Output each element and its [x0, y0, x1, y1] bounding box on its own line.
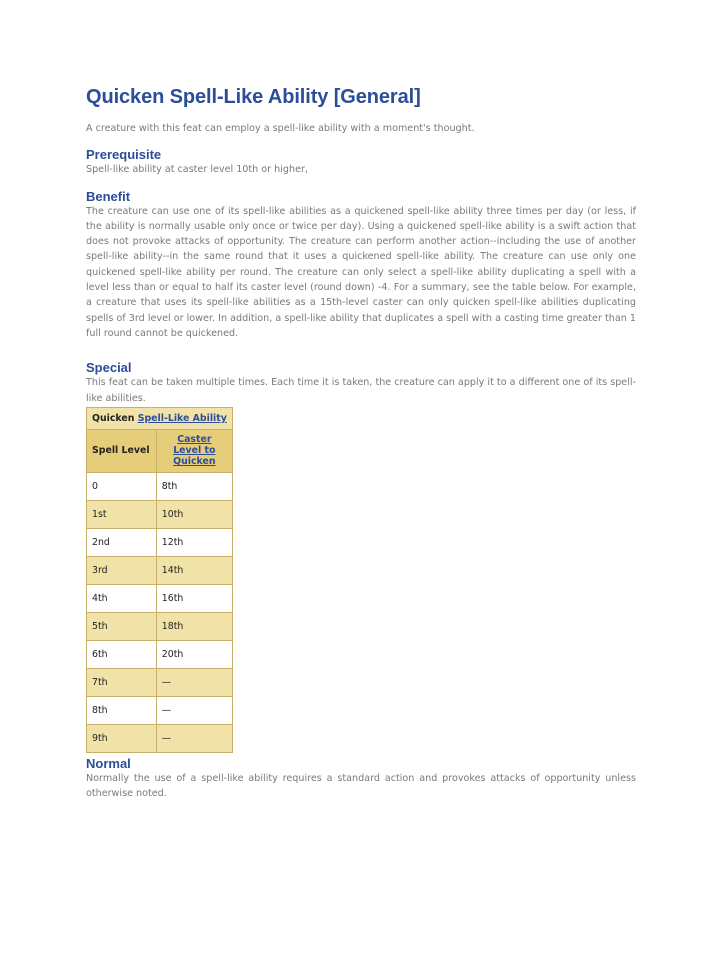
table-row	[87, 640, 233, 668]
table-row	[87, 584, 233, 612]
caster-level-cell: 20th	[156, 640, 232, 668]
table-row	[87, 528, 233, 556]
benefit-text: The creature can use one of its spell-like abilities as a quickened spell-like ability three times per day (or less, if the ability is normally usable only once or twice per day). Using a quickened spell-like ability is a swift action that does not provoke attacks of opportunity. The creature can perform another action--including the use of another spell-like ability--in the same round that it uses a quickened spell-like ability. The creature can use only one quickened spell-like ability per round. The creature can only select a spell-like ability duplicating a spell with a level less than or equal to half its caster level (round down) -4. For a summary, see the table below. For example, a creature that uses its spell-like abilities as a 15th-level caster can only quicken spell-like abilities duplicating spells of 3rd level or lower. In addition, a spell-like ability that duplicates a spell with a casting time greater than 1 full round cannot be quickened.	[86, 205, 636, 339]
table-row	[87, 724, 233, 752]
table-caption-prefix: Quicken	[92, 412, 135, 424]
intro-text: A creature with this feat can employ a spell-like ability with a moment's thought.	[86, 123, 475, 134]
prerequisite-text: Spell-like ability at caster level 10th or higher,	[86, 164, 308, 176]
spell-level-cell: 9th	[87, 724, 157, 752]
table-header-row	[87, 429, 233, 472]
normal-heading: Normal	[86, 755, 131, 771]
spell-level-cell: 6th	[87, 640, 157, 668]
caster-level-cell: 18th	[156, 612, 232, 640]
benefit-heading: Benefit	[86, 188, 131, 204]
spell-level-cell: 0	[87, 472, 157, 500]
table-row	[87, 500, 233, 528]
table-row	[87, 612, 233, 640]
header-spell-level: Spell Level	[87, 429, 157, 472]
spell-level-cell: 3rd	[87, 556, 157, 584]
caster-level-link[interactable]: Caster Level to Quicken	[173, 434, 216, 468]
table-row	[87, 556, 233, 584]
page-title: Quicken Spell-Like Ability [General]	[86, 86, 421, 108]
prerequisite-heading: Prerequisite	[86, 147, 162, 163]
table-row	[87, 668, 233, 696]
caster-level-cell: —	[156, 724, 232, 752]
table-row	[87, 696, 233, 724]
spell-like-ability-link[interactable]: Spell-Like Ability	[137, 412, 227, 424]
special-heading: Special	[86, 360, 132, 376]
caster-level-cell: —	[156, 696, 232, 724]
normal-text: Normally the use of a spell-like ability requires a standard action and provokes attacks of opportunity unless otherwise noted.	[86, 772, 636, 800]
caster-level-cell: 16th	[156, 584, 232, 612]
table-caption	[87, 407, 233, 429]
special-text: This feat can be taken multiple times. Each time it is taken, the creature can apply it to a different one of its spell-like abilities.	[86, 377, 636, 404]
spell-level-cell: 4th	[87, 584, 157, 612]
header-caster-level	[156, 429, 232, 472]
spell-level-cell: 5th	[87, 612, 157, 640]
caster-level-cell: 12th	[156, 528, 232, 556]
spell-level-cell: 1st	[87, 500, 157, 528]
spell-level-cell: 7th	[87, 668, 157, 696]
document-page	[86, 86, 636, 801]
spell-level-cell: 8th	[87, 696, 157, 724]
caster-level-cell: —	[156, 668, 232, 696]
caster-level-cell: 14th	[156, 556, 232, 584]
caster-level-cell: 8th	[156, 472, 232, 500]
table-row	[87, 472, 233, 500]
caster-level-cell: 10th	[156, 500, 232, 528]
quicken-table	[86, 407, 233, 753]
table-caption-row	[87, 407, 233, 429]
spell-level-cell: 2nd	[87, 528, 157, 556]
